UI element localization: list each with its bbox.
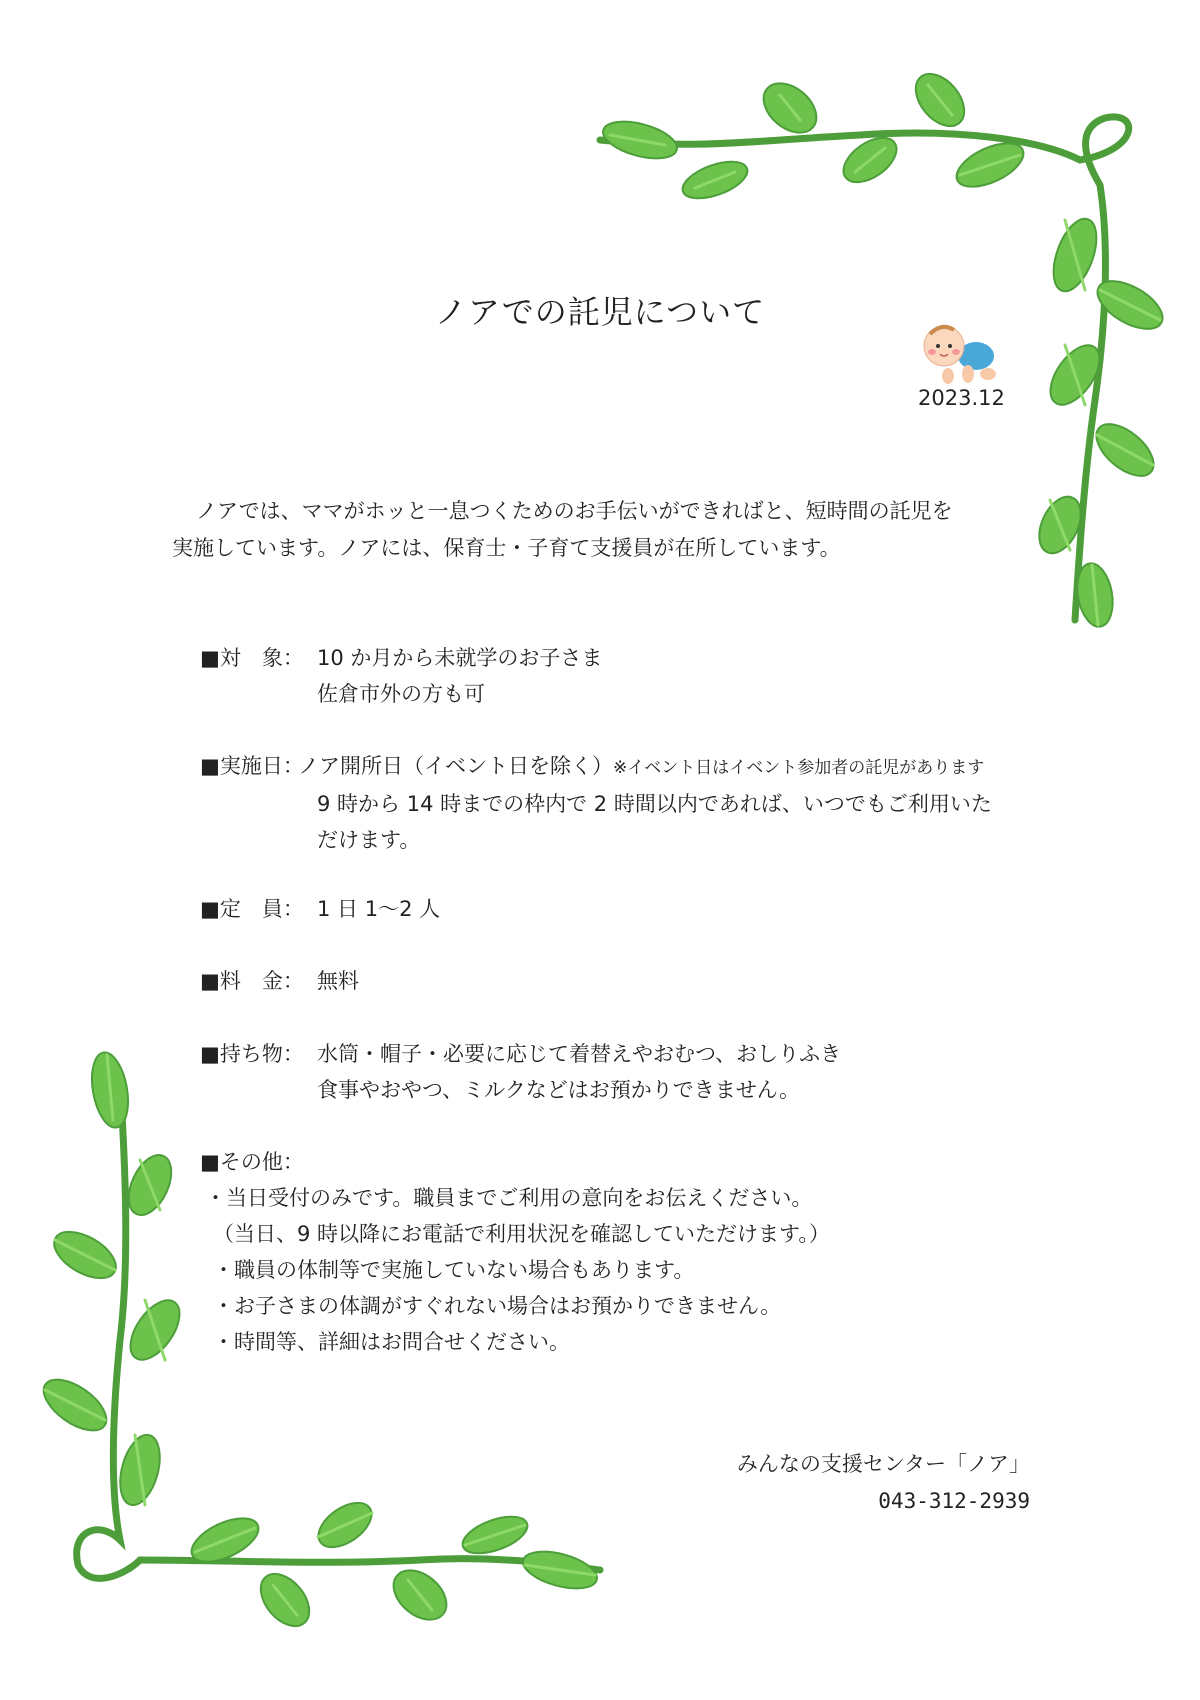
item-belongings-line-1: 水筒・帽子・必要に応じて着替えやおむつ、おしりふき <box>317 1042 842 1066</box>
item-capacity-value: 1 日 1～2 人 <box>317 897 441 921</box>
item-fee-value: 無料 <box>317 969 359 993</box>
item-schedule <box>200 748 992 858</box>
vine-decoration-top-right-icon <box>0 0 1200 700</box>
intro-line-2: 実施しています。ノアには、保育士・子育て支援員が在所しています。 <box>172 536 841 560</box>
item-other-line-2: （当日、9 時以降にお電話で利用状況を確認していただけます。） <box>213 1222 830 1246</box>
item-target-label: ■対 象： <box>200 646 304 670</box>
item-belongings-line-2: 食事やおやつ、ミルクなどはお預かりできません。 <box>317 1078 800 1102</box>
item-belongings-label: ■持ち物： <box>200 1042 304 1066</box>
item-fee <box>200 963 359 999</box>
item-schedule-label: ■実施日： <box>200 754 304 778</box>
crawling-baby-icon <box>918 320 1000 386</box>
item-fee-label: ■料 金： <box>200 969 304 993</box>
item-target <box>200 640 602 712</box>
item-capacity <box>200 891 440 927</box>
item-schedule-line-3: だけます。 <box>317 828 421 852</box>
organization-info <box>737 1446 1030 1520</box>
item-target-line-1: 10 か月から未就学のお子さま <box>317 646 603 670</box>
intro-paragraph <box>172 493 1032 567</box>
issue-date: 2023.12 <box>918 386 1005 410</box>
item-schedule-line-2: 9 時から 14 時までの枠内で 2 時間以内であれば、いつでもご利用いた <box>317 792 992 816</box>
item-schedule-note: ※イベント日はイベント参加者の託児があります <box>613 758 985 778</box>
item-schedule-line-1 <box>298 748 992 786</box>
item-belongings <box>200 1036 841 1108</box>
intro-line-1: ノアでは、ママがホッと一息つくためのお手伝いができればと、短時間の託児を <box>196 499 953 523</box>
item-capacity-label: ■定 員： <box>200 897 304 921</box>
item-other-line-1: ・当日受付のみです。職員までご利用の意向をお伝えください。 <box>205 1186 813 1210</box>
item-target-line-2: 佐倉市外の方も可 <box>317 682 485 706</box>
organization-phone: 043-312-2939 <box>878 1489 1030 1513</box>
item-other-line-4: ・お子さまの体調がすぐれない場合はお預かりできません。 <box>213 1294 782 1318</box>
item-other-line-3: ・職員の体制等で実施していない場合もあります。 <box>213 1258 695 1282</box>
item-schedule-days: ノア開所日（イベント日を除く） <box>298 754 613 778</box>
item-other-line-5: ・時間等、詳細はお問合せください。 <box>213 1330 570 1354</box>
organization-name: みんなの支援センター「ノア」 <box>736 1452 1030 1476</box>
item-other-list <box>205 1180 830 1360</box>
page-title: ノアでの託児について <box>434 293 766 331</box>
item-other-label: ■その他： <box>200 1150 304 1174</box>
